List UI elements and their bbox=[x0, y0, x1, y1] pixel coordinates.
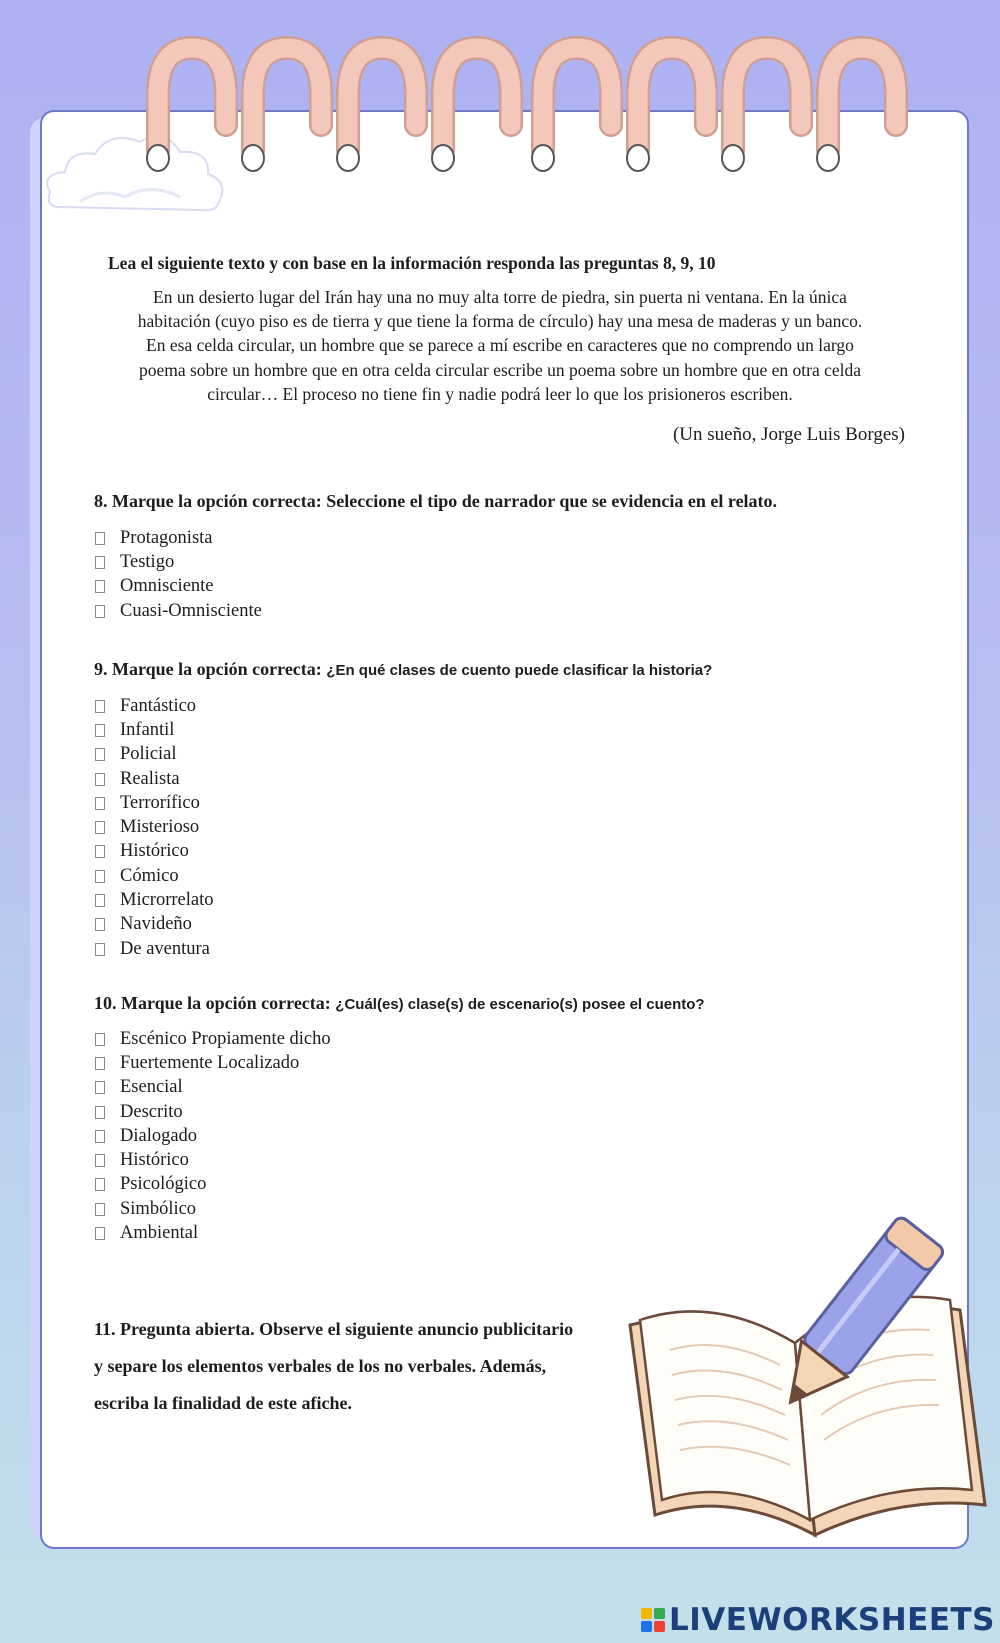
answer-option[interactable] bbox=[93, 1027, 331, 1051]
checkbox[interactable] bbox=[95, 556, 105, 569]
answer-option-label: Dialogado bbox=[120, 1125, 198, 1146]
instructions-heading: Lea el siguiente texto y con base en la información responda las preguntas 8, 9, 10 bbox=[108, 253, 716, 273]
book-and-pencil-illustration bbox=[600, 1215, 1000, 1545]
passage-line: poema sobre un hombre que en otra celda circular escribe un poema sobre un hombre que en otra celda bbox=[138, 359, 862, 380]
answer-option[interactable] bbox=[93, 1173, 331, 1197]
answer-option[interactable] bbox=[93, 1221, 331, 1245]
checkbox[interactable] bbox=[95, 943, 105, 956]
answer-option[interactable] bbox=[93, 767, 214, 791]
answer-option-label: Simbólico bbox=[120, 1198, 197, 1219]
answer-option[interactable] bbox=[93, 599, 262, 623]
answer-option[interactable] bbox=[93, 718, 214, 742]
answer-option-label: Infantil bbox=[120, 719, 175, 740]
answer-option[interactable] bbox=[93, 694, 214, 718]
question-10-subtitle: ¿Cuál(es) clase(s) de escenario(s) posee el cuento? bbox=[335, 996, 705, 1013]
question-11-line: escriba la finalidad de este afiche. bbox=[94, 1393, 352, 1413]
checkbox[interactable] bbox=[95, 1154, 105, 1167]
passage-line: habitación (cuyo piso es de tierra y que tiene la forma de círculo) hay una mesa de maderas y un banco. bbox=[137, 311, 863, 332]
answer-option-label: Terrorífico bbox=[120, 792, 200, 813]
answer-option-label: Histórico bbox=[120, 1150, 189, 1171]
question-11-line: y separe los elementos verbales de los no verbales. Además, bbox=[94, 1356, 547, 1376]
checkbox[interactable] bbox=[95, 918, 105, 931]
ring-hole bbox=[242, 145, 264, 171]
spiral-rings bbox=[0, 0, 1000, 260]
checkbox[interactable] bbox=[95, 580, 105, 593]
answer-option[interactable] bbox=[93, 913, 214, 937]
question-9-options bbox=[93, 694, 214, 961]
answer-option-label: Histórico bbox=[120, 841, 189, 862]
answer-option[interactable] bbox=[93, 1051, 331, 1075]
question-11-prompt bbox=[94, 1311, 634, 1422]
checkbox[interactable] bbox=[95, 605, 105, 618]
answer-option[interactable] bbox=[93, 550, 262, 574]
passage-citation: (Un sueño, Jorge Luis Borges) bbox=[672, 424, 905, 445]
answer-option-label: Cómico bbox=[120, 865, 179, 886]
checkbox[interactable] bbox=[95, 1178, 105, 1191]
answer-option-label: Misterioso bbox=[120, 817, 200, 838]
answer-option-label: De aventura bbox=[120, 938, 210, 959]
reading-passage bbox=[90, 285, 910, 406]
checkbox[interactable] bbox=[95, 797, 105, 810]
checkbox[interactable] bbox=[95, 1106, 105, 1119]
answer-option[interactable] bbox=[93, 888, 214, 912]
answer-option[interactable] bbox=[93, 864, 214, 888]
answer-option[interactable] bbox=[93, 1100, 331, 1124]
answer-option[interactable] bbox=[93, 1076, 331, 1100]
checkbox[interactable] bbox=[95, 1203, 105, 1216]
answer-option[interactable] bbox=[93, 1197, 331, 1221]
answer-option-label: Fantástico bbox=[120, 695, 197, 716]
checkbox[interactable] bbox=[95, 1081, 105, 1094]
checkbox[interactable] bbox=[95, 845, 105, 858]
checkbox[interactable] bbox=[95, 1057, 105, 1070]
answer-option[interactable] bbox=[93, 575, 262, 599]
answer-option-label: Protagonista bbox=[120, 527, 213, 548]
question-8-title: 8. Marque la opción correcta: Seleccione el tipo de narrador que se evidencia en el relato. bbox=[94, 491, 778, 511]
passage-line: En esa celda circular, un hombre que se parece a mí escribe en caracteres que no comprendo un largo bbox=[146, 335, 854, 356]
checkbox[interactable] bbox=[95, 1227, 105, 1240]
liveworksheets-logo bbox=[641, 1597, 995, 1643]
question-11-line: 11. Pregunta abierta. Observe el siguiente anuncio publicitario bbox=[94, 1319, 574, 1339]
answer-option-label: Cuasi-Omnisciente bbox=[120, 600, 262, 621]
question-8-options bbox=[93, 526, 262, 623]
answer-option[interactable] bbox=[93, 743, 214, 767]
answer-option-label: Testigo bbox=[120, 551, 175, 572]
answer-option-label: Descrito bbox=[120, 1101, 183, 1122]
checkbox[interactable] bbox=[95, 1130, 105, 1143]
answer-option-label: Fuertemente Localizado bbox=[120, 1052, 300, 1073]
checkbox[interactable] bbox=[95, 532, 105, 545]
answer-option[interactable] bbox=[93, 840, 214, 864]
checkbox[interactable] bbox=[95, 821, 105, 834]
brand-text: LIVEWORKSHEETS bbox=[669, 1602, 995, 1638]
checkbox[interactable] bbox=[95, 894, 105, 907]
question-9-subtitle: ¿En qué clases de cuento puede clasificar la historia? bbox=[326, 662, 713, 679]
answer-option-label: Policial bbox=[120, 744, 177, 765]
answer-option-label: Realista bbox=[120, 768, 180, 789]
ring-hole bbox=[627, 145, 649, 171]
answer-option-label: Escénico Propiamente dicho bbox=[120, 1028, 331, 1049]
answer-option[interactable] bbox=[93, 1148, 331, 1172]
answer-option-label: Navideño bbox=[120, 914, 192, 935]
checkbox[interactable] bbox=[95, 724, 105, 737]
checkbox[interactable] bbox=[95, 700, 105, 713]
passage-line: En un desierto lugar del Irán hay una no muy alta torre de piedra, sin puerta ni ventana. En la única bbox=[153, 287, 847, 307]
question-9-label: 9. Marque la opción correcta: bbox=[94, 659, 327, 679]
question-10-options bbox=[93, 1027, 331, 1246]
checkbox[interactable] bbox=[95, 870, 105, 883]
ring-hole bbox=[432, 145, 454, 171]
answer-option-label: Omnisciente bbox=[120, 576, 214, 597]
ring-hole bbox=[147, 145, 169, 171]
answer-option[interactable] bbox=[93, 791, 214, 815]
answer-option-label: Psicológico bbox=[120, 1174, 207, 1195]
answer-option-label: Ambiental bbox=[120, 1223, 199, 1244]
answer-option[interactable] bbox=[93, 937, 214, 961]
ring-hole bbox=[722, 145, 744, 171]
checkbox[interactable] bbox=[95, 1033, 105, 1046]
question-10-title bbox=[94, 993, 705, 1014]
ring-hole bbox=[532, 145, 554, 171]
ring-hole bbox=[817, 145, 839, 171]
checkbox[interactable] bbox=[95, 773, 105, 786]
answer-option-label: Microrrelato bbox=[120, 890, 214, 911]
brand-squares-icon bbox=[641, 1608, 665, 1632]
answer-option-label: Esencial bbox=[120, 1077, 183, 1098]
question-9-title bbox=[94, 659, 712, 680]
answer-option[interactable] bbox=[93, 1124, 331, 1148]
answer-option[interactable] bbox=[93, 526, 262, 550]
answer-option[interactable] bbox=[93, 815, 214, 839]
passage-line: circular… El proceso no tiene fin y nadie podrá leer lo que los prisioneros escriben. bbox=[207, 383, 793, 404]
checkbox[interactable] bbox=[95, 748, 105, 761]
ring-hole bbox=[337, 145, 359, 171]
question-10-label: 10. Marque la opción correcta: bbox=[94, 993, 336, 1013]
